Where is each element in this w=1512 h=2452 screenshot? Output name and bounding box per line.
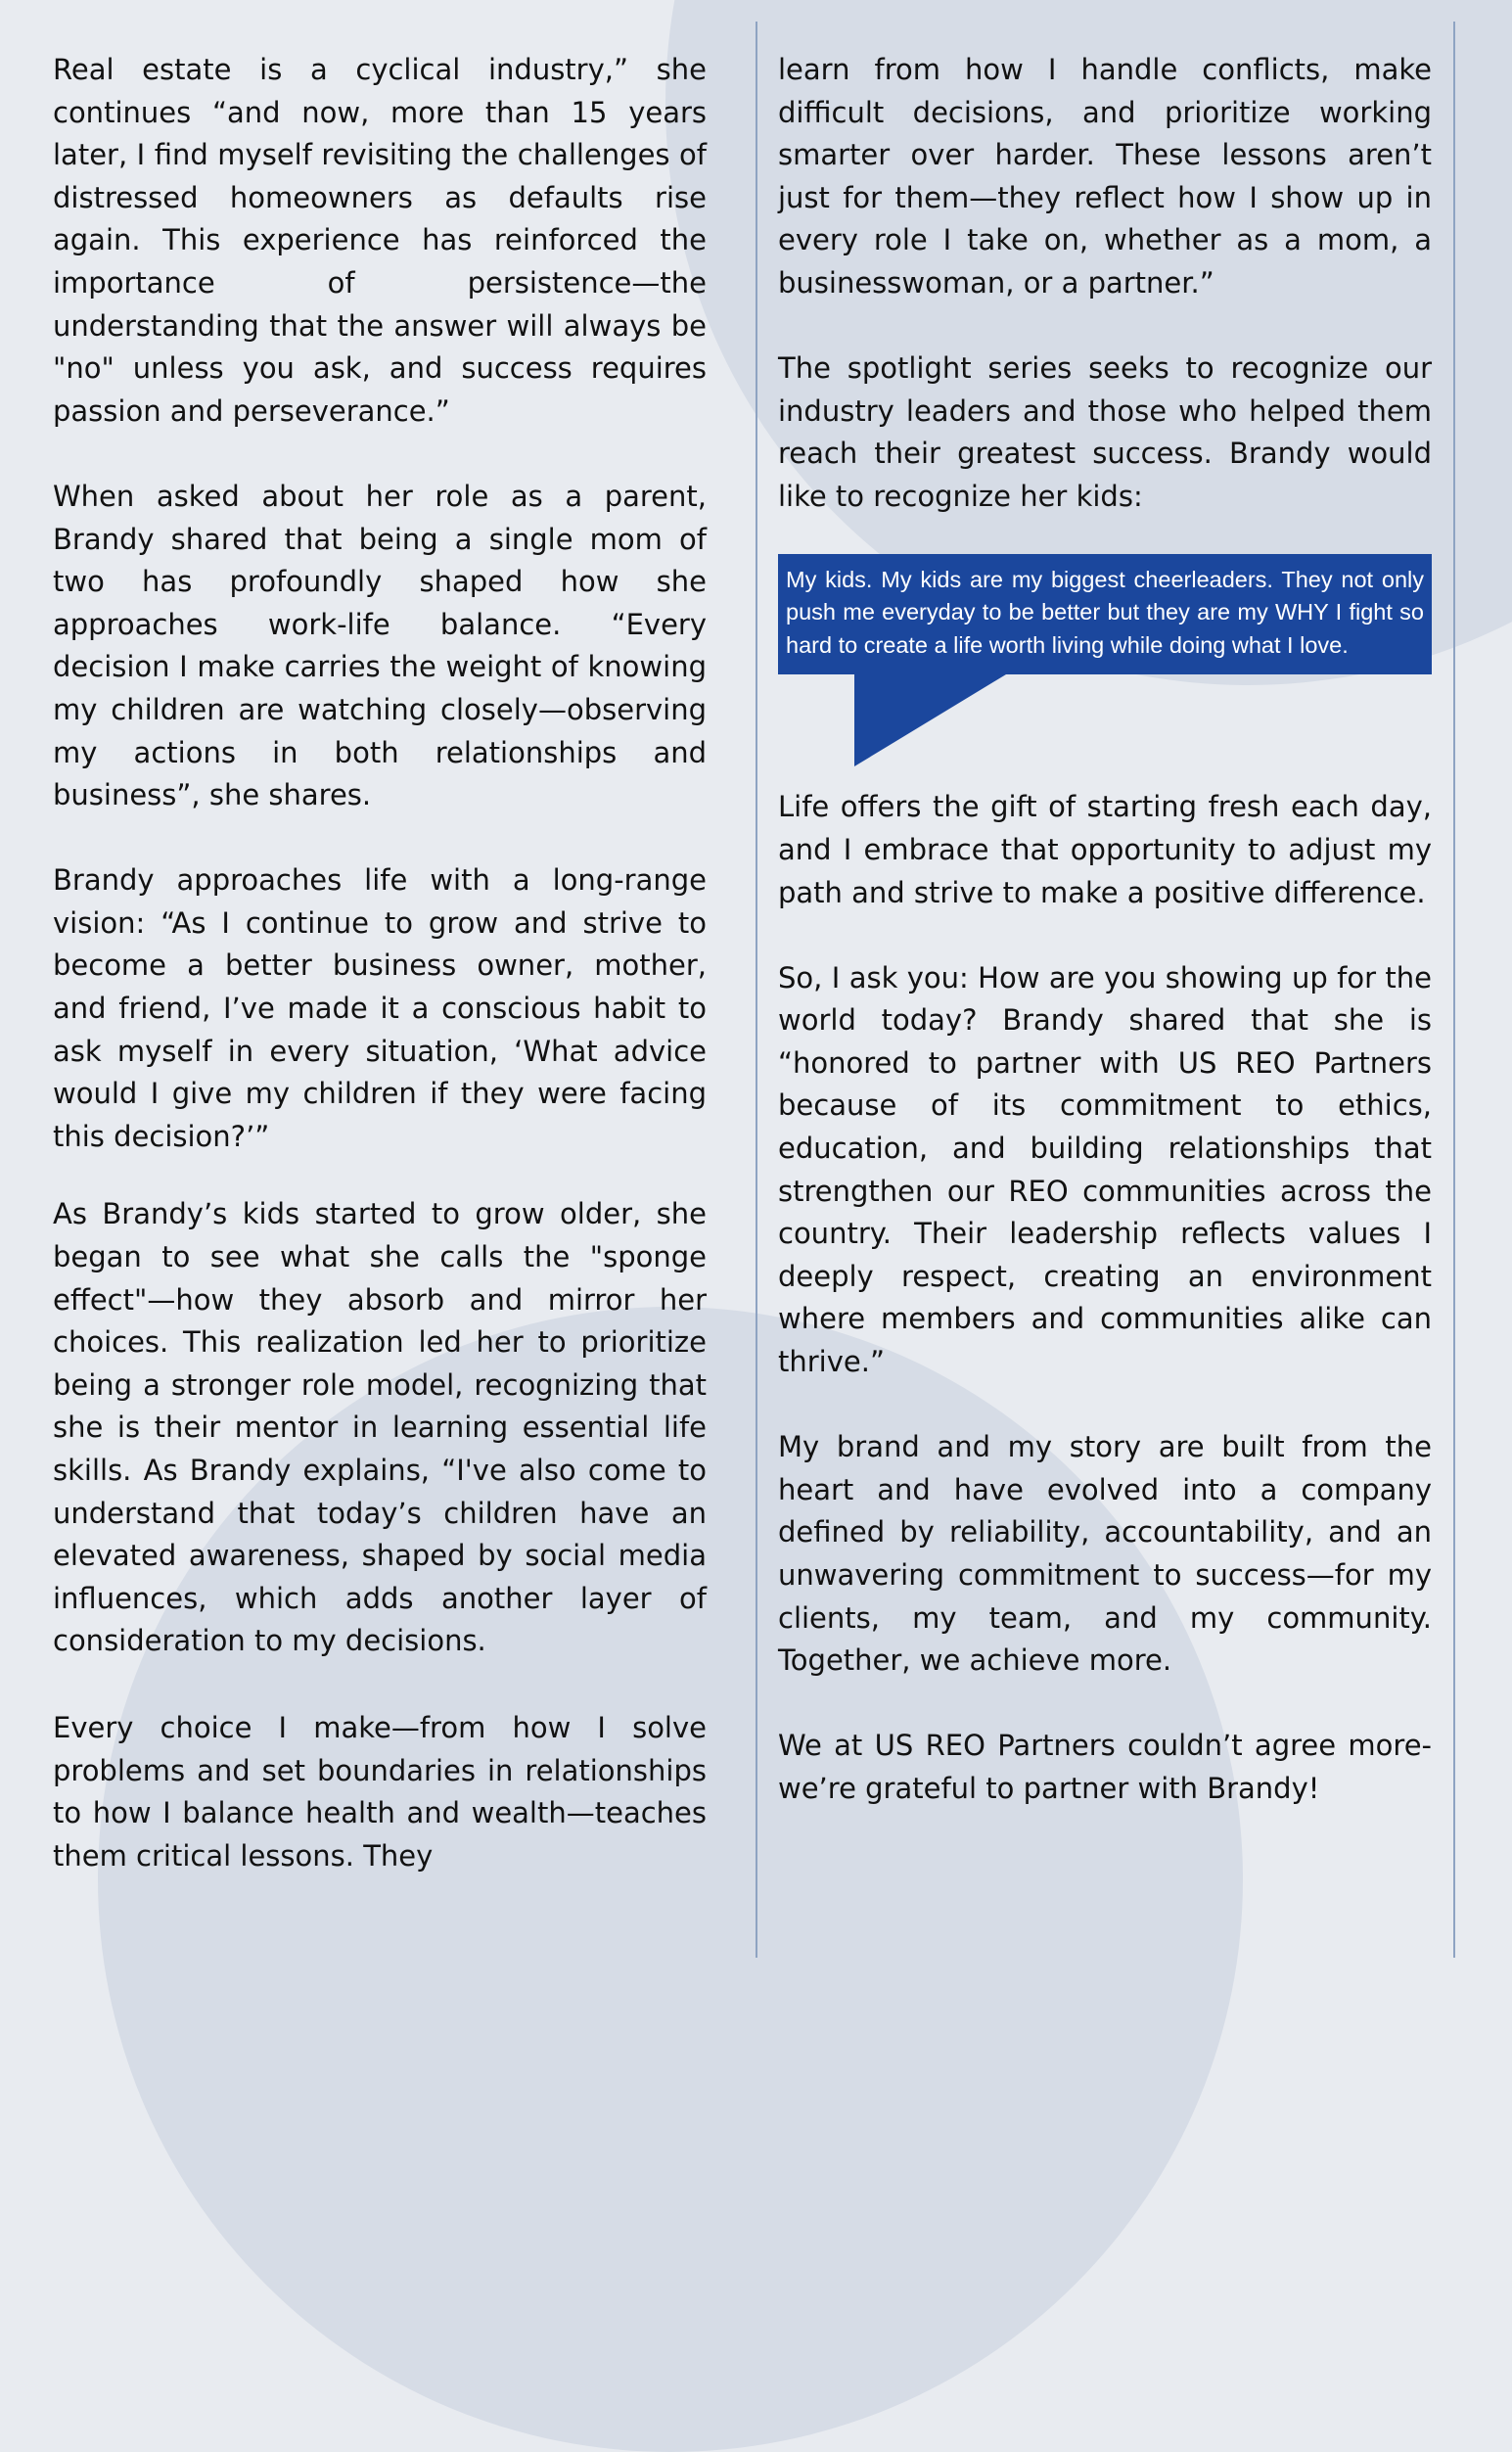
right-column <box>778 49 1432 1853</box>
paragraph: So, I ask you: How are you showing up for the world today? Brandy shared that she is “honored to partner with US REO Partners because of its commitment to ethics, education, and building relationships that strengthen our REO communities across the country. Their leadership reflects values I deeply respect, creating an environment where members and communities alike can thrive.” <box>778 960 1432 1379</box>
quote-callout-text: My kids. My kids are my biggest cheerleaders. They not only push me everyday to be better but they are my WHY I fight so hard to create a life worth living while doing what I love. <box>778 554 1432 675</box>
column-divider <box>756 22 757 1958</box>
paragraph: Every choice I make—from how I solve problems and set boundaries in relationships to how I balance health and wealth—teaches them critical lessons. They <box>53 1710 707 1873</box>
paragraph: We at US REO Partners couldn’t agree more-we’re grateful to partner with Brandy! <box>778 1729 1432 1805</box>
paragraph: The spotlight series seeks to recognize our industry leaders and those who helped them reach their greatest success. Brandy would like to recognize her kids: <box>778 351 1432 513</box>
left-column <box>53 49 707 1920</box>
quote-callout <box>778 554 1432 767</box>
speech-bubble-tail-icon <box>778 674 1432 766</box>
right-edge-rule <box>1453 22 1455 1958</box>
paragraph: Real estate is a cyclical industry,” she continues “and now, more than 15 years later, I find myself revisiting the challenges of distressed homeowners as defaults rise again. This experience has reinforced the importance of persistence—the understanding that the answer will always be "no" unless you ask, and success requires passion and perseverance.” <box>53 53 707 428</box>
paragraph: When asked about her role as a parent, Brandy shared that being a single mom of two has profoundly shaped how she approaches work-life balance. “Every decision I make carries the weight of knowing my children are watching closely—observing my actions in both relationships and business”, she shares. <box>53 479 707 812</box>
paragraph: As Brandy’s kids started to grow older, she began to see what she calls the "sponge effect"—how they absorb and mirror her choices. This realization led her to prioritize being a stronger role model, recognizing that she is their mentor in learning essential life skills. As Brandy explains, “I've also come to understand that today’s children have an elevated awareness, shaped by social media influences, which adds another layer of consideration to my decisions. <box>53 1197 707 1658</box>
paragraph: learn from how I handle conflicts, make difficult decisions, and prioritize working smarter over harder. These lessons aren’t just for them—they reflect how I show up in every role I take on, whether as a mom, a businesswoman, or a partner.” <box>778 53 1432 300</box>
paragraph: Brandy approaches life with a long-range vision: “As I continue to grow and strive to become a better business owner, mother, and friend, I’ve made it a conscious habit to ask myself in every situation, ‘What advice would I give my children if they were facing this decision?’” <box>53 863 707 1153</box>
paragraph: Life offers the gift of starting fresh each day, and I embrace that opportunity to adjust my path and strive to make a positive difference. <box>778 790 1432 909</box>
paragraph: My brand and my story are built from the heart and have evolved into a company defined by reliability, accountability, and an unwavering commitment to success—for my clients, my team, and my community. Together, we achieve more. <box>778 1430 1432 1678</box>
